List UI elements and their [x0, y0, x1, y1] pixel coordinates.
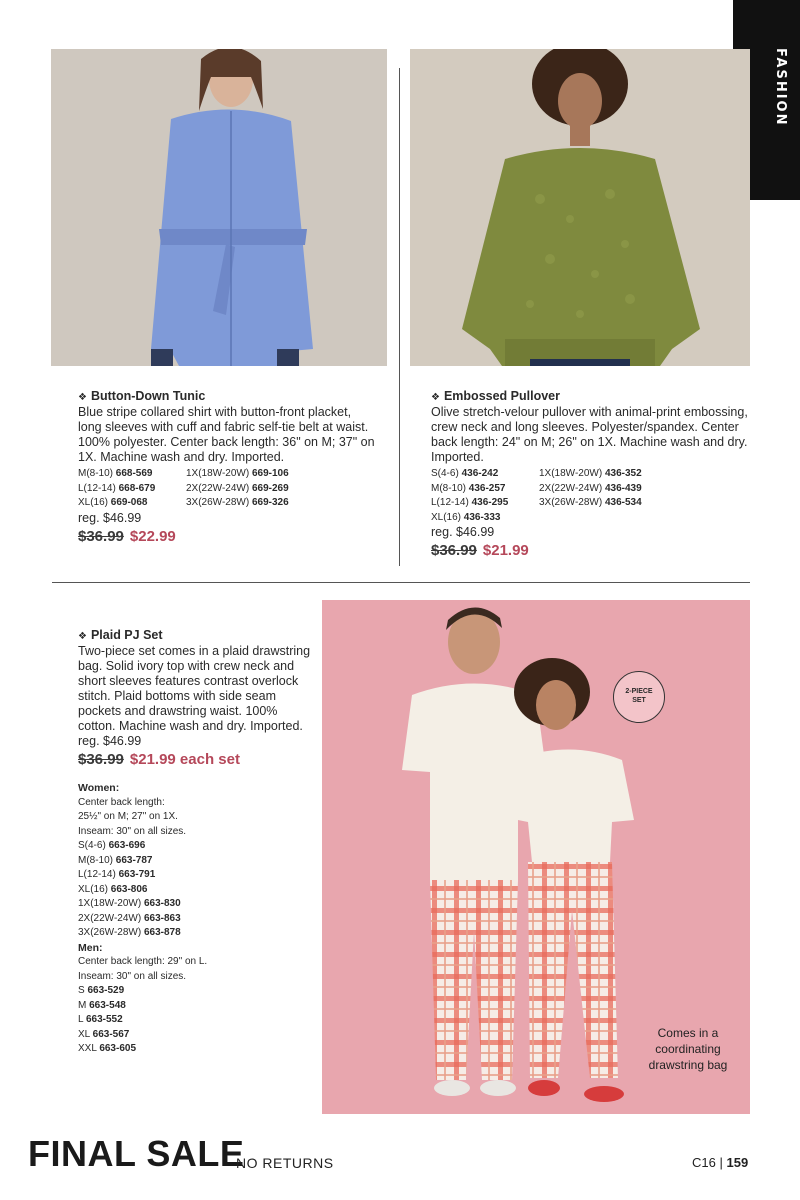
- size-list: [78, 467, 378, 511]
- product-pullover: [431, 389, 751, 558]
- size-item: 2X(22W-24W) 669-269: [186, 482, 289, 494]
- product-description: Blue stripe collared shirt with button-front placket, long sleeves with cuff and fabric self-tie belt at waist. 100% polyester. Center back length: 36" on M; 37" on 1X. Machine wash and dry. Imported.: [78, 405, 375, 464]
- product-description: Two-piece set comes in a plaid drawstring bag. Solid ivory top with crew neck and short sleeves features contrast overlock stitch. Plaid bottoms with side seam pockets and drawstring waist. 100% cotton. Machine wash and dry. Imported.: [78, 644, 311, 733]
- product-pj-set: [78, 628, 318, 1057]
- new-price: $21.99: [482, 542, 529, 559]
- badge-line: SET: [632, 697, 646, 704]
- size-item: S 663-529: [78, 985, 125, 996]
- size-item: XL(16) 669-068: [78, 497, 148, 508]
- size-item: M(8-10) 663-787: [78, 854, 153, 866]
- old-price: $36.99: [431, 542, 477, 559]
- size-item: XL 663-567: [78, 1028, 130, 1040]
- size-item: 1X(18W-20W) 663-830: [78, 898, 181, 909]
- size-item: XXL 663-605: [78, 1043, 137, 1054]
- size-note: Inseam: 30" on all sizes.: [78, 970, 187, 982]
- section-code: C16: [692, 1155, 716, 1170]
- size-item: M(8-10) 436-257: [431, 482, 506, 494]
- size-item: L(12-14) 668-679: [78, 482, 156, 494]
- old-price: $36.99: [78, 527, 124, 545]
- tunic-photo: [51, 49, 387, 366]
- badge-line: 2-PIECE: [625, 688, 653, 695]
- size-list: [431, 467, 751, 525]
- size-item: 3X(26W-28W) 663-878: [78, 927, 181, 938]
- page-separator: |: [719, 1155, 723, 1170]
- new-price: $22.99: [129, 527, 176, 545]
- sale-price-row: [78, 752, 318, 767]
- pullover-photo: [410, 49, 750, 366]
- men-heading: Men:: [78, 941, 103, 954]
- size-item: 3X(26W-28W) 669-326: [186, 497, 289, 508]
- size-item: XL(16) 436-333: [431, 511, 501, 523]
- column-divider: [399, 68, 400, 566]
- size-item: 3X(26W-28W) 436-534: [539, 497, 642, 508]
- regular-price: reg. $46.99: [78, 734, 142, 748]
- size-note: Center back length: 29" on L.: [78, 956, 208, 967]
- page-number-value: 159: [726, 1155, 749, 1170]
- product-title: ❖ Embossed Pullover: [431, 389, 751, 405]
- page-number: [692, 1155, 748, 1170]
- women-heading: Women:: [78, 782, 120, 794]
- size-item: M(8-10) 668-569: [78, 468, 153, 479]
- size-item: 1X(18W-20W) 436-352: [539, 468, 642, 479]
- size-note: 25½" on M; 27" on 1X.: [78, 811, 178, 822]
- sale-price-row: [431, 543, 751, 558]
- sale-price-row: [78, 529, 378, 544]
- size-item: 1X(18W-20W) 669-106: [186, 468, 289, 479]
- final-sale-label: FINAL SALE: [28, 1133, 245, 1174]
- size-item: 2X(22W-24W) 436-439: [539, 482, 642, 494]
- two-piece-badge: [613, 671, 665, 723]
- size-item: L(12-14) 436-295: [431, 497, 509, 508]
- section-divider: [52, 582, 750, 583]
- size-note: Center back length:: [78, 796, 165, 808]
- size-item: M 663-548: [78, 999, 126, 1011]
- product-title: ❖ Button-Down Tunic: [78, 389, 378, 405]
- women-sizes: [78, 781, 318, 1057]
- product-description: Olive stretch-velour pullover with animal-print embossing, crew neck and long sleeves. Polyester/spandex. Center back length: 24" on M; 26" on 1X. Machine wash and dry. Imported.: [431, 405, 748, 464]
- old-price: $36.99: [78, 751, 124, 768]
- regular-price: reg. $46.99: [78, 510, 142, 525]
- regular-price: reg. $46.99: [431, 525, 495, 539]
- new-price: $21.99 each set: [129, 751, 240, 768]
- size-item: S(4-6) 436-242: [431, 468, 499, 479]
- bag-note: Comes in a coordinating drawstring bag: [648, 1026, 728, 1072]
- product-title: ❖ Plaid PJ Set: [78, 628, 318, 644]
- size-item: L(12-14) 663-791: [78, 869, 156, 880]
- size-item: S(4-6) 663-696: [78, 840, 146, 851]
- section-tab-label: FASHION: [773, 48, 788, 127]
- size-item: L 663-552: [78, 1014, 123, 1025]
- size-note: Inseam: 30" on all sizes.: [78, 825, 187, 837]
- size-item: 2X(22W-24W) 663-863: [78, 912, 181, 924]
- size-item: XL(16) 663-806: [78, 883, 148, 895]
- product-tunic: [78, 389, 378, 544]
- no-returns-label: NO RETURNS: [236, 1155, 334, 1171]
